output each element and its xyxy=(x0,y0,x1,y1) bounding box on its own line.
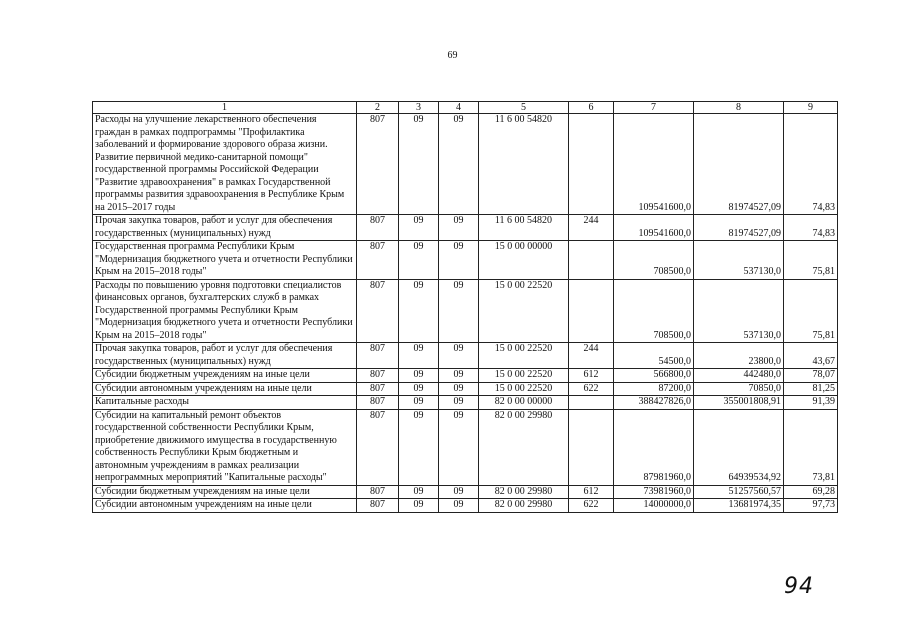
row-description: Субсидии автономным учреждениям на иные цели xyxy=(93,382,357,396)
cell-executed: 81974527,09 xyxy=(694,114,784,215)
table-row xyxy=(93,279,838,343)
cell-executed: 64939534,92 xyxy=(694,409,784,485)
cell-subsection: 09 xyxy=(439,343,479,369)
cell-subsection: 09 xyxy=(439,485,479,499)
cell-expense-type: 622 xyxy=(569,382,614,396)
cell-planned: 109541600,0 xyxy=(614,114,694,215)
header-cell: 4 xyxy=(439,102,479,114)
handwritten-page-number: 94 xyxy=(784,574,814,599)
cell-executed: 537130,0 xyxy=(694,241,784,280)
table-row xyxy=(93,485,838,499)
header-cell: 1 xyxy=(93,102,357,114)
cell-section: 09 xyxy=(399,409,439,485)
cell-subsection: 09 xyxy=(439,369,479,383)
header-cell: 6 xyxy=(569,102,614,114)
row-description: Расходы на улучшение лекарственного обеспечения граждан в рамках подпрограммы "Профилактика заболеваний и формирование здорового образа жизни. Развитие первичной медико-санитарной помощи" государственной программы Российской Федерации "Развитие здравоохранения" в рамках Государственной программы развития здравоохранения в Республике Крым на 2015–2017 годы xyxy=(93,114,357,215)
cell-percent: 91,39 xyxy=(784,396,838,410)
cell-executed: 537130,0 xyxy=(694,279,784,343)
header-cell: 7 xyxy=(614,102,694,114)
cell-percent: 75,81 xyxy=(784,279,838,343)
cell-ministry-code: 807 xyxy=(357,382,399,396)
cell-ministry-code: 807 xyxy=(357,215,399,241)
cell-executed: 70850,0 xyxy=(694,382,784,396)
row-description: Субсидии бюджетным учреждениям на иные цели xyxy=(93,485,357,499)
cell-section: 09 xyxy=(399,382,439,396)
cell-expense-type xyxy=(569,409,614,485)
cell-expense-type xyxy=(569,114,614,215)
cell-subsection: 09 xyxy=(439,114,479,215)
cell-subsection: 09 xyxy=(439,382,479,396)
cell-section: 09 xyxy=(399,241,439,280)
row-description: Субсидии автономным учреждениям на иные цели xyxy=(93,499,357,513)
cell-percent: 81,25 xyxy=(784,382,838,396)
cell-expense-type: 612 xyxy=(569,369,614,383)
cell-subsection: 09 xyxy=(439,396,479,410)
header-cell: 9 xyxy=(784,102,838,114)
cell-section: 09 xyxy=(399,114,439,215)
cell-expense-type xyxy=(569,241,614,280)
cell-target-article: 82 0 00 29980 xyxy=(479,499,569,513)
cell-section: 09 xyxy=(399,499,439,513)
budget-table xyxy=(92,101,838,513)
row-description: Прочая закупка товаров, работ и услуг для обеспечения государственных (муниципальных) нужд xyxy=(93,343,357,369)
cell-percent: 74,83 xyxy=(784,215,838,241)
cell-target-article: 11 6 00 54820 xyxy=(479,215,569,241)
cell-target-article: 82 0 00 00000 xyxy=(479,396,569,410)
cell-percent: 97,73 xyxy=(784,499,838,513)
header-cell: 2 xyxy=(357,102,399,114)
cell-section: 09 xyxy=(399,369,439,383)
row-description: Капитальные расходы xyxy=(93,396,357,410)
cell-executed: 81974527,09 xyxy=(694,215,784,241)
table-row xyxy=(93,241,838,280)
row-description: Субсидии бюджетным учреждениям на иные цели xyxy=(93,369,357,383)
cell-ministry-code: 807 xyxy=(357,369,399,383)
cell-executed: 23800,0 xyxy=(694,343,784,369)
cell-planned: 708500,0 xyxy=(614,241,694,280)
cell-expense-type xyxy=(569,279,614,343)
cell-planned: 388427826,0 xyxy=(614,396,694,410)
cell-section: 09 xyxy=(399,396,439,410)
row-description: Расходы по повышению уровня подготовки специалистов финансовых органов, бухгалтерских служб в рамках Государственной программы Республики Крым "Модернизация бюджетного учета и отчетности Республики Крым на 2015–2018 годы" xyxy=(93,279,357,343)
table-row xyxy=(93,114,838,215)
cell-percent: 43,67 xyxy=(784,343,838,369)
cell-expense-type: 244 xyxy=(569,215,614,241)
cell-target-article: 15 0 00 22520 xyxy=(479,279,569,343)
table-body xyxy=(93,102,838,513)
cell-target-article: 82 0 00 29980 xyxy=(479,409,569,485)
cell-target-article: 15 0 00 22520 xyxy=(479,369,569,383)
table-row xyxy=(93,396,838,410)
cell-target-article: 82 0 00 29980 xyxy=(479,485,569,499)
cell-planned: 14000000,0 xyxy=(614,499,694,513)
row-description: Прочая закупка товаров, работ и услуг для обеспечения государственных (муниципальных) нужд xyxy=(93,215,357,241)
cell-subsection: 09 xyxy=(439,409,479,485)
cell-ministry-code: 807 xyxy=(357,485,399,499)
table-row xyxy=(93,215,838,241)
cell-expense-type: 612 xyxy=(569,485,614,499)
table-row xyxy=(93,499,838,513)
cell-ministry-code: 807 xyxy=(357,396,399,410)
cell-planned: 87981960,0 xyxy=(614,409,694,485)
cell-percent: 75,81 xyxy=(784,241,838,280)
cell-target-article: 11 6 00 54820 xyxy=(479,114,569,215)
header-cell: 8 xyxy=(694,102,784,114)
page-number: 69 xyxy=(447,50,458,61)
cell-planned: 87200,0 xyxy=(614,382,694,396)
row-description: Государственная программа Республики Крым "Модернизация бюджетного учета и отчетности Республики Крым на 2015–2018 годы" xyxy=(93,241,357,280)
cell-planned: 566800,0 xyxy=(614,369,694,383)
cell-ministry-code: 807 xyxy=(357,343,399,369)
cell-percent: 69,28 xyxy=(784,485,838,499)
cell-section: 09 xyxy=(399,279,439,343)
cell-percent: 78,07 xyxy=(784,369,838,383)
header-cell: 5 xyxy=(479,102,569,114)
cell-ministry-code: 807 xyxy=(357,241,399,280)
cell-percent: 74,83 xyxy=(784,114,838,215)
table-row xyxy=(93,369,838,383)
cell-executed: 355001808,91 xyxy=(694,396,784,410)
table-header-row xyxy=(93,102,838,114)
cell-subsection: 09 xyxy=(439,215,479,241)
header-cell: 3 xyxy=(399,102,439,114)
cell-subsection: 09 xyxy=(439,499,479,513)
cell-section: 09 xyxy=(399,215,439,241)
cell-percent: 73,81 xyxy=(784,409,838,485)
cell-target-article: 15 0 00 22520 xyxy=(479,343,569,369)
cell-executed: 13681974,35 xyxy=(694,499,784,513)
cell-subsection: 09 xyxy=(439,279,479,343)
cell-executed: 442480,0 xyxy=(694,369,784,383)
cell-planned: 73981960,0 xyxy=(614,485,694,499)
row-description: Субсидии на капитальный ремонт объектов государственной собственности Республики Крым, приобретение движимого имущества в государственную собственность Республики Крым бюджетным и автономным учреждениям в рамках реализации непрограммных мероприятий "Капитальные расходы" xyxy=(93,409,357,485)
cell-target-article: 15 0 00 22520 xyxy=(479,382,569,396)
table-row xyxy=(93,409,838,485)
cell-executed: 51257560,57 xyxy=(694,485,784,499)
cell-ministry-code: 807 xyxy=(357,499,399,513)
cell-ministry-code: 807 xyxy=(357,409,399,485)
cell-section: 09 xyxy=(399,485,439,499)
cell-ministry-code: 807 xyxy=(357,279,399,343)
table-row xyxy=(93,382,838,396)
cell-section: 09 xyxy=(399,343,439,369)
cell-expense-type: 622 xyxy=(569,499,614,513)
cell-planned: 708500,0 xyxy=(614,279,694,343)
cell-subsection: 09 xyxy=(439,241,479,280)
cell-ministry-code: 807 xyxy=(357,114,399,215)
cell-expense-type xyxy=(569,396,614,410)
cell-target-article: 15 0 00 00000 xyxy=(479,241,569,280)
cell-planned: 109541600,0 xyxy=(614,215,694,241)
cell-expense-type: 244 xyxy=(569,343,614,369)
table-row xyxy=(93,343,838,369)
cell-planned: 54500,0 xyxy=(614,343,694,369)
